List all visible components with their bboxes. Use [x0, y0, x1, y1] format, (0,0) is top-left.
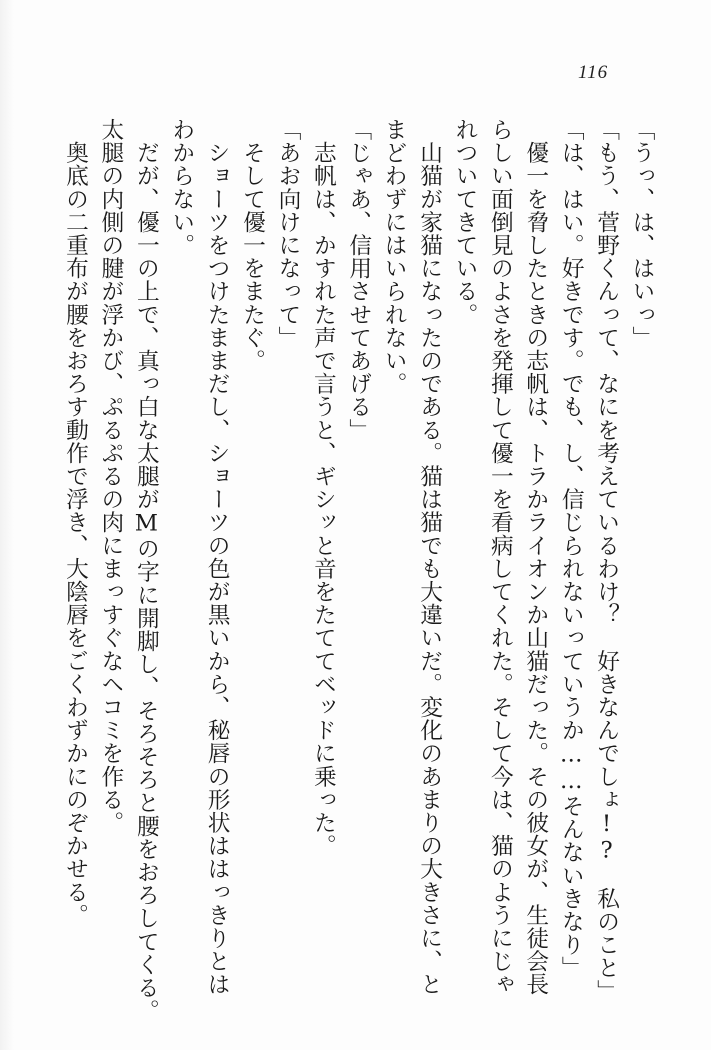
page-edge-shadow [0, 0, 14, 1050]
text-line-3: 「は、はい。好きです。でも、し、信じられないっていうか……そんないきなり」 [558, 118, 585, 980]
text-line-5: らしい面倒見のよさを発揮して優一を看病してくれた。そして今は、猫のようにじゃ [487, 118, 514, 996]
text-line-1: 「うっ、は、はいっ」 [629, 118, 655, 349]
text-line-17: 奥底の二重布が腰をおろす動作で浮き、大陰唇をごくわずかにのぞかせる。 [62, 118, 89, 927]
text-line-15: だが、優一の上で、真っ白な太腿がMの字に開脚し、そろそろと腰をおろしてくる。 [133, 118, 160, 1023]
text-line-4: 優一を脅したときの志帆は、トラかライオンか山猫だった。その彼女が、生徒会長 [522, 118, 549, 996]
page-number: 116 [578, 62, 609, 83]
text-line-10: 志帆は、かすれた声で言うと、ギシッと音をたててベッドに乗った。 [310, 118, 337, 858]
text-line-11: 「あお向けになって」 [274, 118, 301, 349]
text-line-13: ショーツをつけたままだし、ショーツの色が黒いから、秘唇の形状ははっきりとは [204, 118, 231, 996]
text-line-2: 「もう、菅野くんって、なにを考えているわけ？ 好きなんでしょ!? 私のこと」 [593, 118, 620, 1003]
vertical-text-body [57, 118, 659, 1023]
text-line-7: 山猫が家猫になったのである。猫は猫でも大違いだ。変化のあまりの大きさに、と [416, 118, 443, 996]
text-line-9: 「じゃあ、信用させてあげる」 [345, 118, 372, 442]
text-line-6: れついてきている。 [451, 118, 478, 326]
text-line-8: まどわずにはいられない。 [381, 118, 408, 396]
text-line-16: 太腿の内側の腱が浮かび、ぷるぷるの肉にまっすぐなヘコミを作る。 [97, 118, 124, 835]
text-line-12: そして優一をまたぐ。 [239, 118, 266, 373]
text-line-14: わからない。 [168, 118, 195, 257]
